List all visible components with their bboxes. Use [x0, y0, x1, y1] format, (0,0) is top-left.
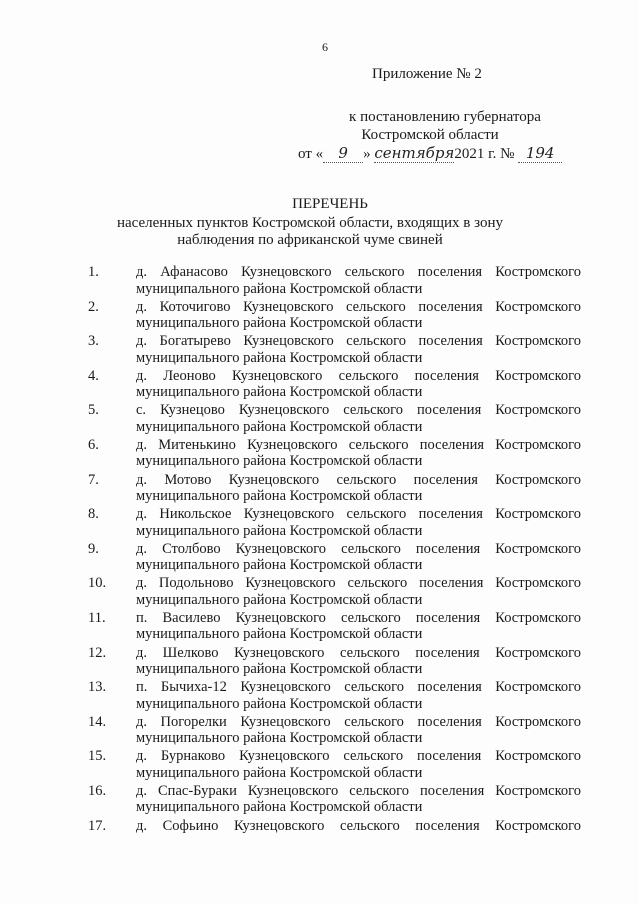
list-item [88, 368, 588, 403]
list-item [88, 402, 588, 437]
list-item-text [136, 575, 581, 608]
list-item [88, 264, 588, 299]
list-item-text [136, 645, 581, 678]
list-item-line-2: муниципального района Костромской области [136, 695, 423, 712]
list-item-line-1: д. Мотово Кузнецовского сельского поселения Костромского [136, 471, 581, 488]
list-item-line-1: д. Богатырево Кузнецовского сельского поселения Костромского [136, 333, 581, 350]
list-item-number: 4. [88, 367, 99, 384]
decree-date-line [298, 144, 562, 163]
list-item-line-2: муниципального района Костромской области [136, 591, 423, 608]
list-item [88, 714, 588, 749]
appendix-title: Приложение № 2 [372, 66, 482, 82]
list-item-line-2: муниципального района Костромской области [136, 349, 423, 366]
list-item-number: 11. [88, 609, 106, 626]
handwritten-day: 9 [323, 144, 363, 163]
list-item-number: 7. [88, 471, 99, 488]
list-item-line-1: с. Кузнецово Кузнецовского сельского поселения Костромского [136, 402, 581, 419]
list-item-number: 9. [88, 540, 99, 557]
list-item-text [136, 299, 581, 332]
settlement-list [88, 264, 588, 852]
list-item [88, 575, 588, 610]
list-item-number: 6. [88, 436, 99, 453]
list-subtitle-2: наблюдения по африканской чуме свиней [177, 232, 443, 248]
list-item-text [136, 506, 581, 539]
list-item-line-2: муниципального района Костромской области [136, 730, 423, 747]
list-item-line-2: муниципального района Костромской области [136, 799, 423, 816]
list-item-number: 13. [88, 679, 107, 696]
list-heading: ПЕРЕЧЕНЬ [292, 196, 368, 212]
list-subtitle-1: населенных пунктов Костромской области, входящих в зону [116, 215, 503, 231]
list-item-line-1: д. Митенькино Кузнецовского сельского поселения Костромского [136, 436, 581, 453]
list-item-number: 5. [88, 402, 99, 419]
list-item-text [136, 264, 581, 297]
list-item-line-2: муниципального района Костромской области [136, 418, 423, 435]
list-item-number: 8. [88, 506, 99, 523]
list-item-text [136, 368, 581, 401]
page-number: 6 [322, 40, 328, 54]
list-item-line-2: муниципального района Костромской области [136, 557, 423, 574]
list-item [88, 437, 588, 472]
list-item-number: 14. [88, 713, 107, 730]
list-item-number: 10. [88, 575, 107, 592]
handwritten-month: сентября [374, 144, 455, 162]
decree-line-1: к постановлению губернатора [349, 109, 541, 125]
list-item-line-2: муниципального района Костромской области [136, 661, 423, 678]
list-item-line-1: д. Софьино Кузнецовского сельского поселения Костромского [136, 817, 581, 834]
list-item-line-1: д. Столбово Кузнецовского сельского поселения Костромского [136, 540, 581, 557]
list-title-block [80, 196, 580, 249]
list-item-text [136, 783, 581, 816]
list-item-line-2: муниципального района Костромской области [136, 280, 423, 297]
list-item-line-2: муниципального района Костромской области [136, 315, 423, 332]
list-item [88, 679, 588, 714]
list-item [88, 472, 588, 507]
list-item-line-1: д. Коточигово Кузнецовского сельского поселения Костромского [136, 298, 581, 315]
list-item-text [136, 472, 581, 505]
list-item-number: 1. [88, 264, 99, 280]
list-item-line-1: д. Бурнаково Кузнецовского сельского поселения Костромского [136, 748, 581, 765]
list-item-text [136, 541, 581, 574]
list-item-text [136, 402, 581, 435]
list-item-line-2: муниципального района Костромской области [136, 453, 423, 470]
list-item-text [136, 748, 581, 781]
list-item-number: 12. [88, 644, 107, 661]
list-item-number: 17. [88, 817, 107, 834]
list-item [88, 610, 588, 645]
list-item-line-1: д. Спас-Бураки Кузнецовского сельского поселения Костромского [136, 782, 581, 799]
list-item-line-1: д. Шелково Кузнецовского сельского поселения Костромского [136, 644, 581, 661]
list-item-line-2: муниципального района Костромской области [136, 488, 423, 505]
list-item [88, 783, 588, 818]
decree-line-2: Костромской области [361, 127, 499, 143]
list-item-line-1: д. Афанасово Кузнецовского сельского поселения Костромского [136, 264, 581, 280]
list-item-line-1: д. Никольское Кузнецовского сельского поселения Костромского [136, 506, 581, 523]
date-mid: » [363, 146, 371, 162]
list-item-number: 15. [88, 748, 107, 765]
list-item-text [136, 818, 581, 835]
list-item [88, 748, 588, 783]
list-item-text [136, 679, 581, 712]
list-item [88, 818, 588, 853]
list-item-text [136, 333, 581, 366]
list-item-line-2: муниципального района Костромской области [136, 626, 423, 643]
list-item [88, 506, 588, 541]
handwritten-decree-number: 194 [518, 144, 562, 163]
list-item [88, 645, 588, 680]
list-item [88, 333, 588, 368]
list-item-number: 16. [88, 782, 107, 799]
list-item-number: 3. [88, 333, 99, 350]
list-item-line-1: д. Подольново Кузнецовского сельского поселения Костромского [136, 575, 581, 592]
list-item-line-2: муниципального района Костромской области [136, 522, 423, 539]
list-item-text [136, 714, 581, 747]
list-item-line-1: д. Леоново Кузнецовского сельского поселения Костромского [136, 367, 581, 384]
list-item-number: 2. [88, 298, 99, 315]
list-item-line-1: п. Бычиха-12 Кузнецовского сельского поселения Костромского [136, 679, 581, 696]
list-item [88, 299, 588, 334]
list-item-line-1: д. Погорелки Кузнецовского сельского поселения Костромского [136, 713, 581, 730]
list-item [88, 541, 588, 576]
list-item-line-2: муниципального района Костромской области [136, 764, 423, 781]
list-item-line-2: муниципального района Костромской области [136, 384, 423, 401]
date-year: 2021 г. № [454, 146, 515, 162]
date-prefix: от « [298, 146, 324, 162]
list-item-text [136, 610, 581, 643]
list-item-text [136, 437, 581, 470]
decree-block [300, 108, 560, 144]
list-item-line-1: п. Василево Кузнецовского сельского поселения Костромского [136, 609, 581, 626]
